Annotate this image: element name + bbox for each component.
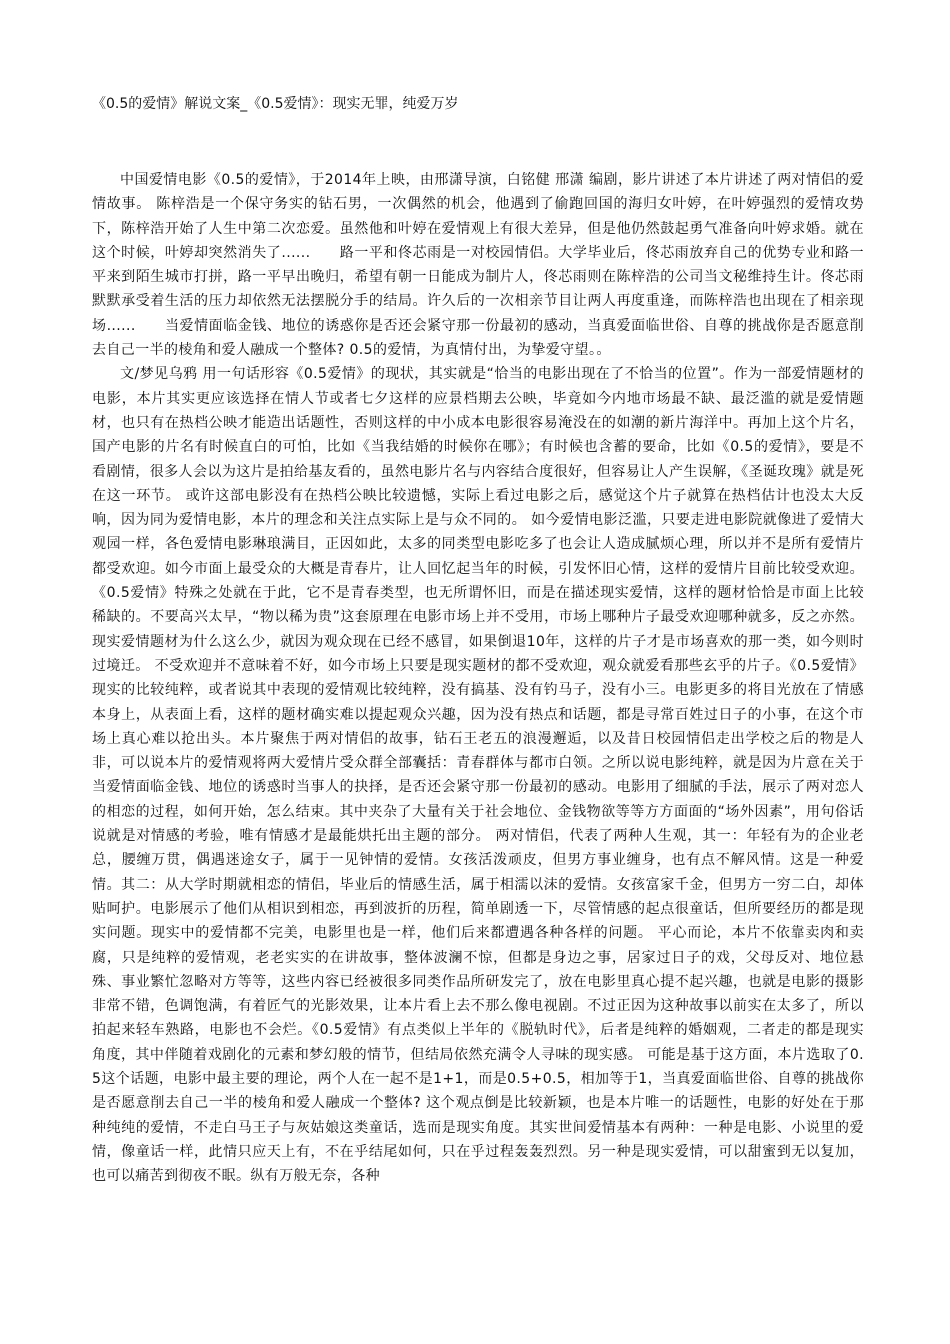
article-body — [92, 168, 864, 1318]
body-paragraph: 文/梦见乌鸦 用一句话形容《0.5爱情》的现状，其实就是“恰当的电影出现在了不恰当的位置”。作为一部爱情题材的电影，本片其实更应该选择在情人节或者七夕这样的应景档期去公映，毕竟如今内地市场最不缺、最泛滥的就是爱情题材，也只有在热档公映才能造出话题性，否则这样的中小成本电影很容易淹没在的如潮的新片海洋中。再加上这个片名，国产电影的片名有时候直白的可怕，比如《当我结婚的时候你在哪》；有时候也含蓄的要命，比如《0.5的爱情》，要是不看剧情，很多人会以为这片是拍给基友看的，虽然电影片名与内容结合度很好，但容易让人产生误解，《圣诞玫瑰》就是死在这一环节。 或许这部电影没有在热档公映比较遗憾，实际上看过电影之后，感觉这个片子就算在热档估计也没太大反响，因为同为爱情电影，本片的理念和关注点实际上是与众不同的。 如今爱情电影泛滥，只要走进电影院就像进了爱情大观园一样，各色爱情电影琳琅满目，正因如此，太多的同类型电影吃多了也会让人造成腻烦心理，所以并不是所有爱情片都受欢迎。如今市面上最受众的大概是青春片，让人回忆起当年的时候，引发怀旧心情，这样的爱情片目前比较受欢迎。《0.5爱情》特殊之处就在于此，它不是青春类型，也无所谓怀旧，而是在描述现实爱情，这样的题材恰恰是市面上比较稀缺的。不要高兴太早，“物以稀为贵”这套原理在电影市场上并不受用，市场上哪种片子最受欢迎哪种就多，反之亦然。现实爱情题材为什么这么少，就因为观众现在已经不感冒，如果倒退10年，这样的片子才是市场喜欢的那一类，如今则时过境迁。 不受欢迎并不意味着不好，如今市场上只要是现实题材的都不受欢迎，观众就爱看那些玄乎的片子。《0.5爱情》现实的比较纯粹，或者说其中表现的爱情观比较纯粹，没有搞基、没有钓马子，没有小三。电影更多的将目光放在了情感本身上，从表面上看，这样的题材确实难以提起观众兴趣，因为没有热点和话题，都是寻常百姓过日子的小事，在这个市场上真心难以抢出头。本片聚焦于两对情侣的故事，钻石王老五的浪漫邂逅，以及昔日校园情侣走出学校之后的物是人非，可以说本片的爱情观将两大爱情片受众群全部囊括：青春群体与都市白领。之所以说电影纯粹，就是因为片意在关于当爱情面临金钱、地位的诱惑时当事人的抉择，是否还会紧守那一份最初的感动。电影用了细腻的手法，展示了两对恋人的相恋的过程，如何开始，怎么结束。其中夹杂了大量有关于社会地位、金钱物欲等等方方面面的“场外因素”，用句俗话说就是对情感的考验，唯有情感才是最能烘托出主题的部分。 两对情侣，代表了两种人生观，其一：年轻有为的企业老总，腰缠万贯，偶遇迷途女子，属于一见钟情的爱情。女孩活泼顽皮，但男方事业缠身，也有点不解风情。这是一种爱情。其二：从大学时期就相恋的情侣，毕业后的情感生活，属于相濡以沫的爱情。女孩富家千金，但男方一穷二白，却体贴呵护。电影展示了他们从相识到相恋，再到波折的历程，简单剧透一下，尽管情感的起点很童话，但所要经历的都是现实问题。现实中的爱情都不完美，电影里也是一样，他们后来都遭遇各种各样的问题。 平心而论，本片不依靠卖肉和卖腐，只是纯粹的爱情观，老老实实的在讲故事，整体波澜不惊，但都是身边之事，居家过日子的戏，父母反对、地位悬殊、事业繁忙忽略对方等等，这些内容已经被很多同类作品所研发完了，放在电影里真心提不起兴趣，也就是电影的摄影非常不错，色调饱满，有着匠气的光影效果，让本片看上去不那么像电视剧。不过正因为这种故事以前实在太多了，所以拍起来轻车熟路，电影也不会烂。《0.5爱情》有点类似上半年的《脱轨时代》，后者是纯粹的婚姻观，二者走的都是现实角度，其中伴随着戏剧化的元素和梦幻般的情节，但结局依然充满令人寻味的现实感。 可能是基于这方面，本片选取了0.5这个话题，电影中最主要的理论，两个人在一起不是1+1，而是0.5+0.5，相加等于1，当真爱面临世俗、自尊的挑战你是否愿意削去自己一半的棱角和爱人融成一个整体? 这个观点倒是比较新颖，也是本片唯一的话题性，电影的好处在于那种纯纯的爱情，不走白马王子与灰姑娘这类童话，选而是现实角度。其实世间爱情基本有两种：一种是电影、小说里的爱情，像童话一样，此情只应天上有，不在乎结尾如何，只在乎过程轰轰烈烈。另一种是现实爱情，可以甜蜜到无以复加，也可以痛苦到彻夜不眠。纵有万般无奈，各种 — [92, 366, 864, 1185]
document-title: 《0.5的爱情》解说文案_《0.5爱情》：现实无罪，纯爱万岁 — [92, 96, 459, 112]
body-paragraph: 中国爱情电影《0.5的爱情》，于2014年上映，由邢潇导演，白铭健 邢潇 编剧，影片讲述了本片讲述了两对情侣的爱情故事。 陈梓浩是一个保守务实的钻石男，一次偶然的机会，他遇到了偷跑回国的海归女叶婷，在叶婷强烈的爱情攻势下，陈梓浩开始了人生中第二次恋爱。虽然他和叶婷在爱情观上有很大差异，但是他仍然鼓起勇气准备向叶婷求婚。就在这个时候，叶婷却突然消失了...... 路一平和佟芯雨是一对校园情侣。大学毕业后，佟芯雨放弃自己的优势专业和路一平来到陌生城市打拼，路一平早出晚归，希望有朝一日能成为制片人，佟芯雨则在陈梓浩的公司当文秘维持生计。佟芯雨默默承受着生活的压力却依然无法摆脱分手的结局。许久后的一次相亲节目让两人再度重逢，而陈梓浩也出现在了相亲现场...... 当爱情面临金钱、地位的诱惑你是否还会紧守那一份最初的感动，当真爱面临世俗、自尊的挑战你是否愿意削去自己一半的棱角和爱人融成一个整体? 0.5的爱情，为真情付出，为挚爱守望。。 — [92, 172, 864, 359]
